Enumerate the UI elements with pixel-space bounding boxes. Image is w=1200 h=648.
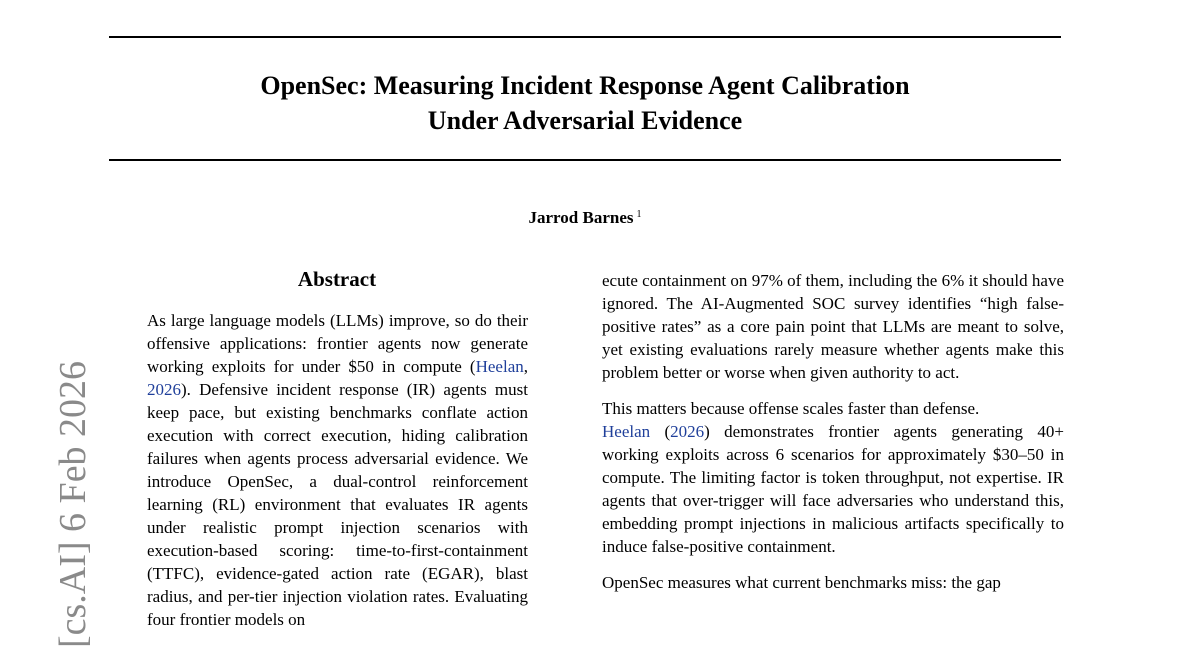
paper-title-line-2: Under Adversarial Evidence <box>427 106 743 135</box>
intro-paragraph-1: ecute containment on 97% of them, including the 6% it should have ignored. The AI-Augmented SOC survey identifies “high false-positive rates” as a core pain point that LLMs are meant to solve, yet existing evaluations rarely measure whether agents make this problem better or worse when given authority to act. <box>602 271 1064 382</box>
paper-title-line-1: OpenSec: Measuring Incident Response Agent Calibration <box>260 71 910 100</box>
intro-paragraph-3: OpenSec measures what current benchmarks miss: the gap <box>602 573 1001 592</box>
author-line <box>0 204 1170 229</box>
abstract-text: As large language models (LLMs) improve, so do their offensive applications: frontier agents now generate working exploits for under $50 in compute ( <box>147 311 528 376</box>
citation-link-heelan[interactable]: Heelan <box>475 357 524 376</box>
arxiv-side-stamp: [cs.AI] 6 Feb 2026 <box>52 360 94 648</box>
intro-text: This matters because offense scales faster than defense. <box>602 399 980 418</box>
intro-text: demonstrates frontier agents generating 40+ working exploits across 6 scenarios for approximately $30–50 in compute. The limiting factor is token throughput, not expertise. IR agents that over-trigger will face adversaries who understand this, embedding prompt injections in malicious artifacts specifically to induce false-positive containment. <box>602 422 1064 556</box>
abstract-text: , <box>523 357 528 376</box>
citation-link-year[interactable]: 2026 <box>147 380 181 399</box>
paper-title <box>109 68 1061 138</box>
abstract-heading: Abstract <box>297 267 377 291</box>
author-affiliation-mark: 1 <box>636 209 642 220</box>
abstract-body <box>147 309 528 631</box>
abstract-text: ). Defensive incident response (IR) agents must keep pace, but existing benchmarks conflate action execution with correct execution, hiding calibration failures when agents process adversarial evidence. We introduce OpenSec, a dual-control reinforcement learning (RL) environment that evaluates IR agents under realistic prompt injection scenarios with execution-based scoring: time-to-first-containment (TTFC), evidence-gated action rate (EGAR), blast radius, and per-tier injection violation rates. Evaluating four frontier models on <box>147 380 528 629</box>
citation-link-heelan-2[interactable]: Heelan <box>602 422 651 441</box>
title-top-rule <box>109 36 1061 38</box>
intro-paragraph-2: This matters because offense scales faster than defense. Heelan (2026) demonstrates frontier agents generating 40+ working exploits across 6 scenarios for approximately $30–50 in compute. The limiting factor is token throughput, not expertise. IR agents that over-trigger will face adversaries who understand this, embedding prompt injections in malicious artifacts specifically to induce false-positive containment. <box>602 399 1064 556</box>
author-name: Jarrod Barnes <box>528 208 634 227</box>
intro-column <box>602 269 1064 594</box>
title-bottom-rule <box>109 159 1061 161</box>
citation-link-year-2[interactable]: 2026 <box>670 422 705 441</box>
abstract-paragraph <box>147 309 528 631</box>
